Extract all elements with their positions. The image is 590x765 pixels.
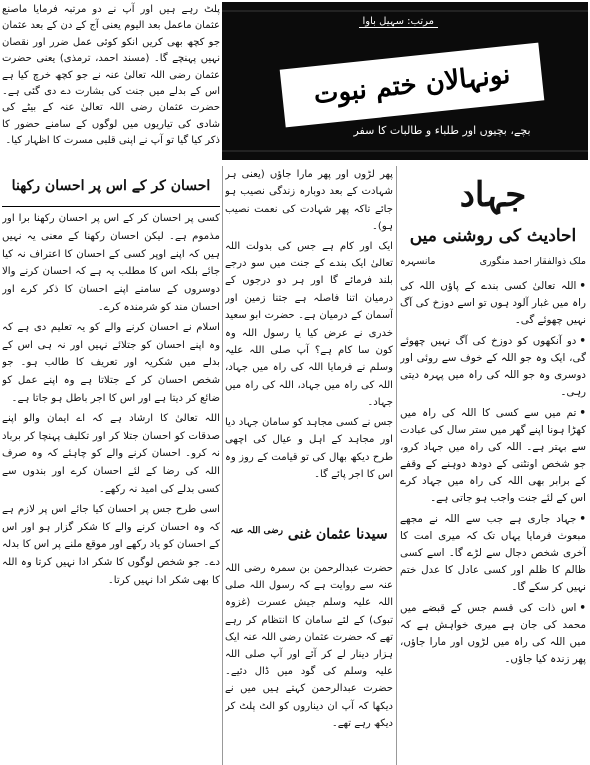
article-subheading: احادیث کی روشنی میں xyxy=(409,226,577,246)
hadith-text: تم میں سے کسی کا اللہ کی راہ میں کھڑا ہونا اپنے گھر میں ستر سال کی عبادت سے بہتر ہے۔ اللہ کی راہ میں جہاد کرو، جو شخص اونٹنی کے دودھ دوہنے کے وقفے کے برابر بھی اللہ کی راہ میں جہاد کرے اس کے لئے جنت واجب ہو جاتی ہے۔ xyxy=(400,407,586,504)
hadith-item xyxy=(400,278,586,329)
continuation-text: پلٹ رہے ہیں اور آپ نے دو مرتبہ فرمایا ماصنع عثمان ماعمل بعد الیوم یعنی آج کے دن کے بعد عثمان جو کچھ بھی کریں انکو کوئی عمل ضرر اور نقصان نہیں پہنچے گا۔ (مسند احمد، ترمذی) یعنی حضرت عثمان رضی اللہ تعالیٰ عنہ نے جو کچھ خرچ کیا ہے اس کے بدلے میں جنت کی بشارت دے دی گئی ہے۔ حضرت عثمان رضی اللہ تعالیٰ عنہ کے بیٹے کی شادی کی تیاریوں میں لوگوں کے سامنے حضور کا ذکر کیا گیا تو آپ نے اپنی قلبی مسرت کا اظہار کیا۔ xyxy=(2,4,220,147)
bullet-icon: • xyxy=(579,602,586,614)
article-body-middle xyxy=(225,166,393,524)
banner-title: نونہالان ختم نبوت xyxy=(280,43,545,128)
banner-stripe xyxy=(222,150,588,152)
banner-credit: مرتب: سہیل باوا xyxy=(359,16,438,28)
hadith-item xyxy=(400,600,586,668)
paragraph: اسلام نے احسان کرنے والے کو یہ تعلیم دی ہے کہ وہ اپنے احسان کو جتلائے نہیں اور نہ ہی اس کے بدلے میں شکریہ اور تعریف کا طالب ہو۔ جو شخص احسان کر کے جتلاتا ہے وہ اپنے عمل کو ضائع کر دیتا ہے اور اس کا اجر باطل ہو جاتا ہے۔ xyxy=(2,321,220,404)
article-byline xyxy=(400,256,586,274)
heading-honorific: رضی اللہ عنہ xyxy=(230,526,284,536)
column-divider xyxy=(222,166,223,765)
bullet-icon: • xyxy=(579,280,586,292)
paragraph: حضرت عبدالرحمن بن سمرہ رضی اللہ عنہ سے روایت ہے کہ رسول اللہ صلی اللہ علیہ وسلم جیش عسرت (غزوہ تبوک) کے لئے سامان کا انتظام کر رہے تھے کہ حضرت عثمان رضی اللہ عنہ ایک ہزار دینار لے کر آئے اور آپ صلی اللہ علیہ وسلم کی گود میں ڈال دئیے۔ حضرت عبدالرحمن کہتے ہیں میں نے دیکھا کہ آپ ان دیناروں کو الٹ پلٹ کر دیکھ رہے تھے۔ xyxy=(225,563,393,729)
heading-text: سیدنا عثمان غنی xyxy=(287,526,388,543)
article-heading-ehsan: احسان کر کے اس پر احسان رکھنا xyxy=(2,178,220,207)
continuation-text-column xyxy=(2,2,220,172)
article-body-ehsan xyxy=(2,210,220,765)
hadith-item xyxy=(400,333,586,401)
article-paragraphs xyxy=(225,166,393,483)
article-body-jihad xyxy=(400,278,586,765)
paragraph: پھر لڑوں اور پھر مارا جاؤں (یعنی ہر شہادت کے بعد دوبارہ زندگی نصیب ہو جائے تاکہ پھر شہادت کی نعمت نصیب ہو)۔ xyxy=(225,169,393,233)
hadith-list xyxy=(400,278,586,668)
article-heading-usman xyxy=(225,526,393,556)
section-banner xyxy=(222,2,588,160)
paragraph: جس نے کسی مجاہد کو سامان جہاد دیا اور مجاہد کے اہل و عیال کی اچھی طرح دیکھ بھال کی تو قیامت کے روز وہ اس کا اجر پائے گا۔ xyxy=(225,416,393,480)
author-name: ملک ذوالفقار احمد منگوری xyxy=(479,256,586,267)
hadith-text: اللہ تعالیٰ کسی بندے کے پاؤں اللہ کی راہ میں غبار آلود ہوں تو اسے دوزخ کی آگ نہیں چھوئے گی۔ xyxy=(400,280,586,326)
column-divider xyxy=(396,166,397,765)
banner-stripe xyxy=(222,10,588,12)
banner-subtitle: بچے، بچیوں اور طلباء و طالبات کا سفر xyxy=(353,124,531,137)
bullet-icon: • xyxy=(579,513,586,525)
author-location: مانسہرہ xyxy=(400,256,436,267)
paragraph: اسی طرح جس پر احسان کیا جائے اس پر لازم ہے کہ وہ احسان کرنے والے کا شکر گزار ہو اور اس کے احسان کو یاد رکھے اور موقع ملنے پر اس کا بدلہ دے۔ جو شخص لوگوں کا شکر ادا نہیں کرتا وہ اللہ کا بھی شکر ادا نہیں کرتا۔ xyxy=(2,503,220,586)
bullet-icon: • xyxy=(579,335,586,347)
hadith-text: اس ذات کی قسم جس کے قبضے میں محمد کی جان ہے میری خواہش ہے کہ میں اللہ کی راہ میں لڑوں اور مارا جاؤں، پھر زندہ کیا جاؤں۔ xyxy=(400,602,586,665)
hadith-item xyxy=(400,405,586,507)
article-heading-jihad: جہاد xyxy=(459,175,527,215)
article-body-usman xyxy=(225,560,393,765)
hadith-item xyxy=(400,511,586,596)
hadith-text: دو آنکھوں کو دوزخ کی آگ نہیں چھوئے گی، ایک وہ جو اللہ کے خوف سے روئی اور دوسری وہ جو اللہ کی راہ میں پہرہ دیتی رہی۔ xyxy=(400,335,586,398)
paragraph: اللہ تعالیٰ کا ارشاد ہے کہ اے ایمان والو اپنے صدقات کو احسان جتلا کر اور تکلیف پہنچا کر برباد نہ کرو۔ احسان کرنے والے کو چاہئے کہ وہ صرف اللہ کی رضا کے لئے احسان کرے اور بندوں سے کسی بدلے کی امید نہ رکھے۔ xyxy=(2,412,220,495)
article-paragraphs xyxy=(2,210,220,590)
paragraph: ایک اور کام ہے جس کی بدولت اللہ تعالیٰ ایک بندے کے جنت میں سو درجے بلند فرمائے گا اور ہر دو درجوں کے درمیان اتنا فاصلہ ہے جتنا زمین اور آسمان کے درمیان ہے۔ حضرت ابو سعید خدری نے عرض کیا یا رسول اللہ وہ کون سا کام ہے؟ آپ صلی اللہ علیہ وسلم نے فرمایا اللہ کی راہ میں جہاد، اللہ کی راہ میں جہاد، اللہ کی راہ میں جہاد۔ xyxy=(225,240,393,409)
article-paragraphs xyxy=(225,560,393,732)
paragraph: کسی پر احسان کر کے اس پر احسان رکھنا برا اور مذموم ہے۔ لیکن احسان رکھنا کے معنی یہ نہیں ہیں کہ اپنے اوپر کسی کے احسان کا اعتراف نہ کیا جائے بلکہ اس کا مطلب یہ ہے کہ احسان کرنے والا دوسروں کے سامنے اپنے احسان کا ذکر کرے اور احسان مند کو شرمندہ کرے۔ xyxy=(2,213,220,313)
hadith-text: جہاد جاری ہے جب سے اللہ نے مجھے مبعوث فرمایا یہاں تک کہ میری امت کا آخری شخص دجال سے لڑے گا۔ اسے کسی ظالم کا ظلم اور کسی عادل کا عدل ختم نہیں کر سکے گا۔ xyxy=(400,513,586,593)
bullet-icon: • xyxy=(579,407,586,419)
